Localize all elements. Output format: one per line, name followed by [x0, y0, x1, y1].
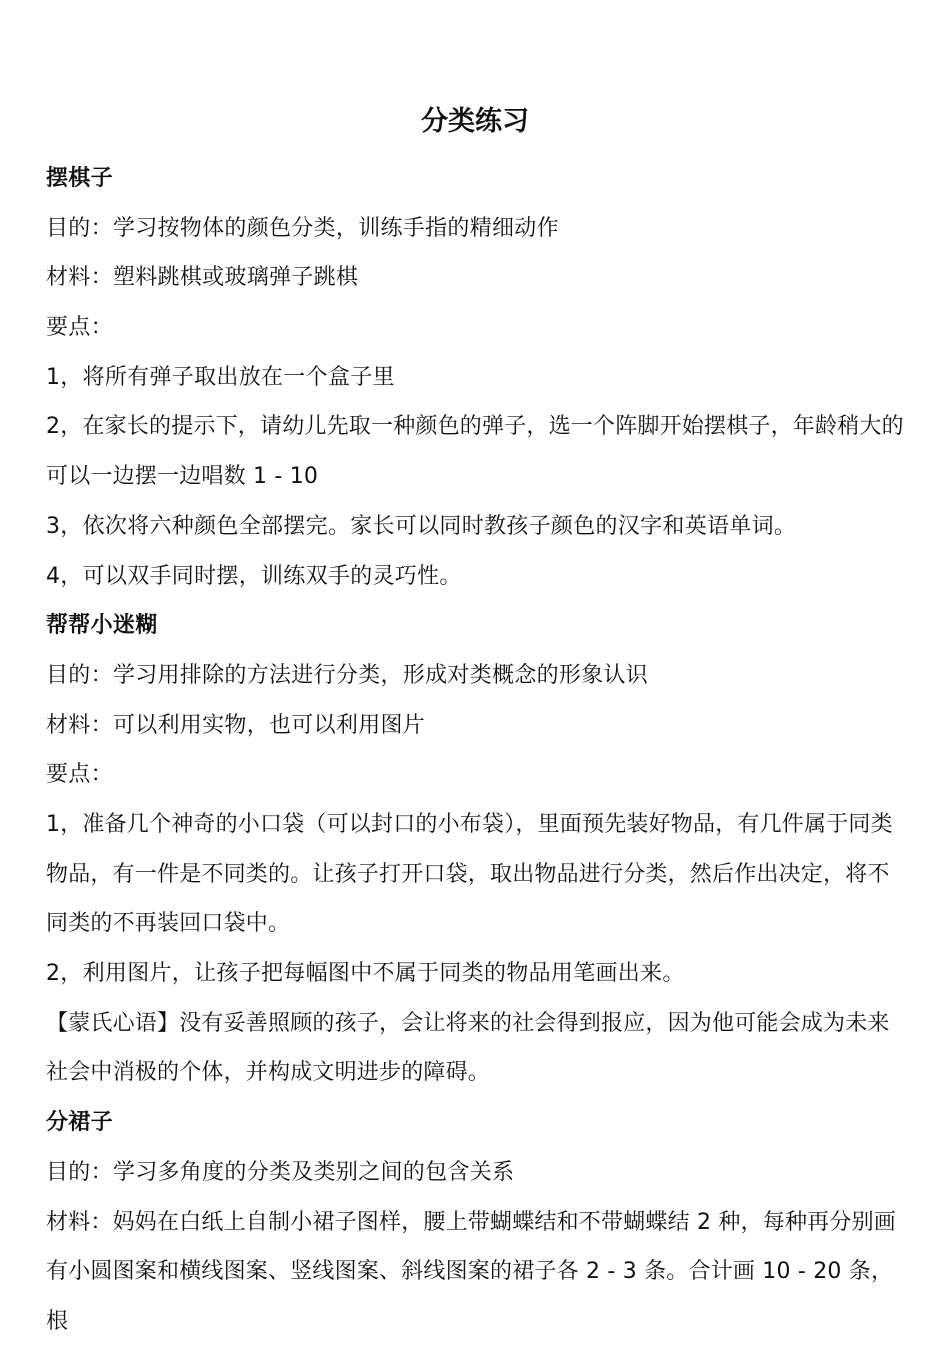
point-item: 1，准备几个神奇的小口袋（可以封口的小布袋），里面预先装好物品，有几件属于同类物品，有一件是不同类的。让孩子打开口袋，取出物品进行分类，然后作出决定，将不同类的不再装回口袋中。	[46, 811, 893, 937]
section-heading: 摆棋子	[46, 166, 113, 191]
section-heading: 帮帮小迷糊	[46, 613, 158, 639]
page-title: 分类练习	[421, 106, 529, 137]
point-item: 2，在家长的提示下，请幼儿先取一种颜色的弹子，选一个阵脚开始摆棋子，年龄稍大的可以一边摆一边唱数 1 - 10	[46, 414, 904, 490]
material-text: 材料：可以利用实物，也可以利用图片	[46, 712, 426, 738]
document-body	[46, 154, 906, 1347]
point-item: 3，依次将六种颜色全部摆完。家长可以同时教孩子颜色的汉字和英语单词。	[46, 513, 797, 539]
point-item: 2，利用图片，让孩子把每幅图中不属于同类的物品用笔画出来。	[46, 961, 685, 987]
purpose-text: 目的：学习多角度的分类及类别之间的包含关系	[46, 1159, 515, 1185]
material-text: 材料：妈妈在白纸上自制小裙子图样，腰上带蝴蝶结和不带蝴蝶结 2 种，每种再分别画有小圆图案和横线图案、竖线图案、斜线图案的裙子各 2 - 3 条。合计画 10 - 20 条，根	[46, 1209, 896, 1334]
purpose-text: 目的：学习用排除的方法进行分类，形成对类概念的形象认识	[46, 662, 649, 688]
section-heading: 分裙子	[46, 1110, 113, 1136]
material-text: 材料：塑料跳棋或玻璃弹子跳棋	[46, 265, 359, 291]
points-label: 要点：	[46, 315, 113, 341]
purpose-text: 目的：学习按物体的颜色分类，训练手指的精细动作	[46, 215, 559, 241]
point-item: 4，可以双手同时摆，训练双手的灵巧性。	[46, 563, 462, 589]
point-item: 1，将所有弹子取出放在一个盒子里	[46, 364, 395, 390]
points-label: 要点：	[46, 762, 113, 788]
quote-text: 【蒙氏心语】没有妥善照顾的孩子，会让将来的社会得到报应，因为他可能会成为未来社会中消极的个体，并构成文明进步的障碍。	[46, 1010, 890, 1086]
